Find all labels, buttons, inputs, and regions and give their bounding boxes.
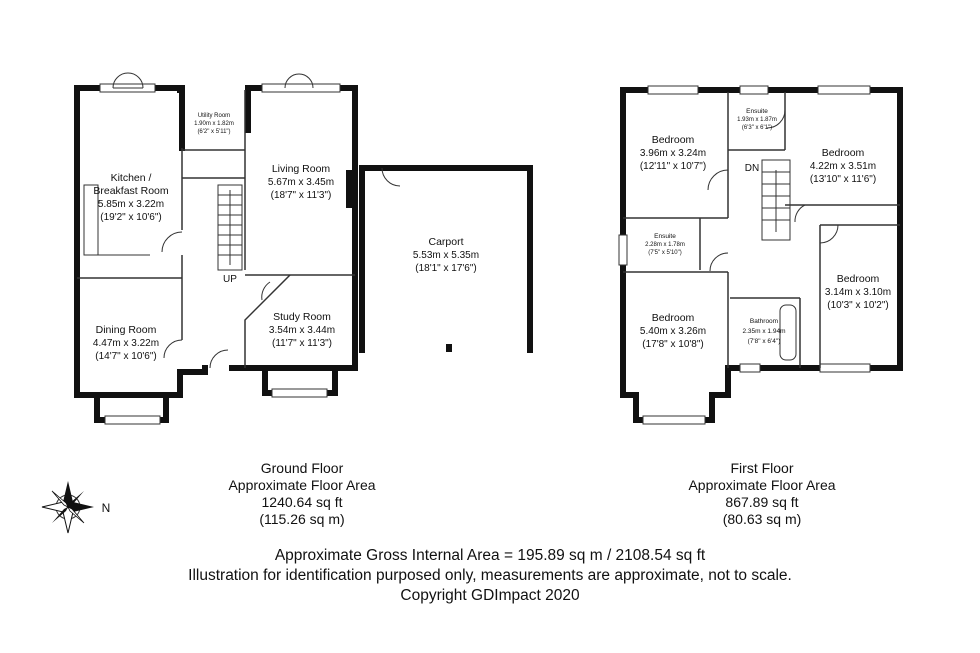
- ground-floor-title: Ground Floor: [260, 460, 344, 476]
- first-floor-labels: [640, 108, 891, 350]
- ground-floor-plan: [77, 73, 530, 424]
- ground-floor-area-sqm: (115.26 sq m): [259, 511, 345, 527]
- bathroom-imperial: (7'8" x 6'4"): [747, 338, 781, 345]
- dining-name: Dining Room: [95, 324, 157, 336]
- compass-north-label: N: [101, 501, 111, 515]
- living-imperial: (18'7" x 11'3"): [270, 190, 332, 201]
- ground-floor-area-sqft: 1240.64 sq ft: [261, 494, 343, 510]
- bedroom3-imperial: (10'3" x 10'2"): [827, 300, 889, 311]
- living-metric: 5.67m x 3.45m: [267, 177, 335, 188]
- first-stair-label: DN: [744, 163, 760, 174]
- ensuite1-imperial: (6'3" x 6'1"): [741, 125, 773, 131]
- ensuite2-metric: 2.28m x 1.78m: [645, 242, 685, 248]
- first-floor-area-label: Approximate Floor Area: [688, 477, 836, 493]
- utility-imperial: (6'2" x 5'11"): [197, 129, 231, 135]
- first-floor-title: First Floor: [730, 460, 794, 476]
- kitchen-name-1: Kitchen /: [110, 172, 152, 184]
- ground-floor-caption: [212, 460, 392, 528]
- first-floor-area-sqft: 867.89 sq ft: [725, 494, 799, 510]
- bathroom-metric: 2.35m x 1.94m: [742, 328, 786, 335]
- study-metric: 3.54m x 3.44m: [268, 325, 336, 336]
- kitchen-imperial: (19'2" x 10'6"): [100, 212, 162, 223]
- ground-floor-area-label: Approximate Floor Area: [228, 477, 376, 493]
- utility-name: Utility Room: [197, 113, 231, 119]
- compass-rose-icon: [42, 481, 110, 533]
- ground-stair-label: UP: [223, 274, 237, 285]
- bedroom2-imperial: (13'10" x 11'6"): [809, 174, 877, 185]
- bedroom3-metric: 3.14m x 3.10m: [824, 287, 892, 298]
- ground-floor-labels: [93, 113, 479, 362]
- kitchen-name-2: Breakfast Room: [93, 185, 169, 197]
- dining-imperial: (14'7" x 10'6"): [95, 351, 157, 362]
- gross-area-line: Approximate Gross Internal Area = 195.89 sq m / 2108.54 sq ft: [274, 547, 706, 564]
- bedroom1-imperial: (12'11" x 10'7"): [639, 161, 707, 172]
- ground-stairs: [218, 185, 242, 270]
- bedroom2-name: Bedroom: [821, 147, 865, 159]
- bedroom1-name: Bedroom: [651, 134, 695, 146]
- bedroom4-name: Bedroom: [651, 312, 695, 324]
- bedroom4-imperial: (17'8" x 10'8"): [642, 339, 704, 350]
- carport-imperial: (18'1" x 17'6"): [415, 263, 477, 274]
- bathroom-name: Bathroom: [749, 318, 779, 325]
- carport-metric: 5.53m x 5.35m: [412, 250, 480, 261]
- study-name: Study Room: [273, 311, 331, 323]
- bedroom4-metric: 5.40m x 3.26m: [639, 326, 707, 337]
- ensuite1-name: Ensuite: [746, 108, 768, 115]
- study-imperial: (11'7" x 11'3"): [271, 338, 333, 349]
- bedroom2-metric: 4.22m x 3.51m: [809, 161, 877, 172]
- footer-notes: [0, 546, 980, 606]
- first-floor-area-sqm: (80.63 sq m): [722, 511, 802, 527]
- first-stairs: [762, 160, 790, 240]
- ensuite1-metric: 1.93m x 1.87m: [737, 117, 777, 123]
- ensuite2-imperial: (7'5" x 5'10"): [648, 250, 682, 256]
- copyright-line: Copyright GDImpact 2020: [400, 587, 580, 604]
- disclaimer-line: Illustration for identification purposed only, measurements are approximate, not to scale.: [188, 567, 792, 584]
- ensuite2-name: Ensuite: [654, 233, 676, 240]
- dining-metric: 4.47m x 3.22m: [92, 338, 160, 349]
- carport-name: Carport: [428, 236, 464, 248]
- bedroom1-metric: 3.96m x 3.24m: [639, 148, 707, 159]
- kitchen-metric: 5.85m x 3.22m: [97, 199, 165, 210]
- utility-metric: 1.90m x 1.82m: [194, 121, 234, 127]
- first-floor-caption: [672, 460, 852, 528]
- living-name: Living Room: [271, 163, 331, 175]
- bedroom3-name: Bedroom: [836, 273, 880, 285]
